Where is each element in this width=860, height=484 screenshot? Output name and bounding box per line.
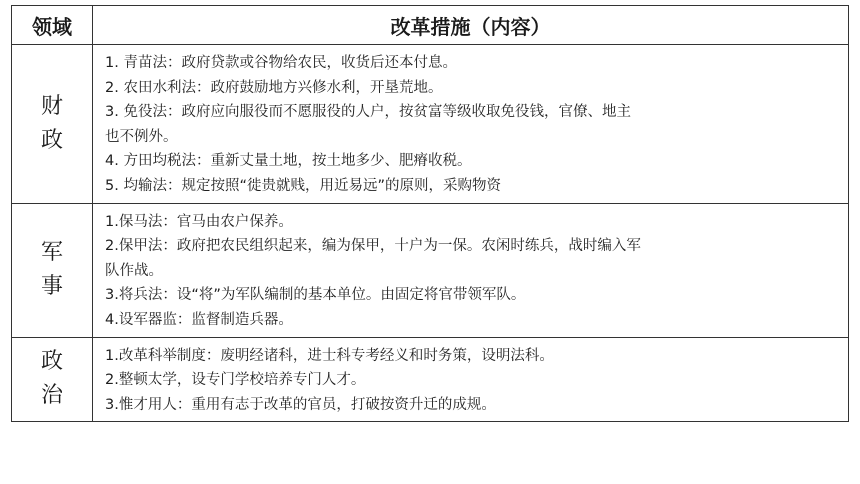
content-cell	[93, 337, 849, 422]
content-cell	[93, 203, 849, 337]
list-item: 1.改革科举制度：废明经诸科，进士科专考经义和时务策，设明法科。	[105, 347, 554, 364]
list-item: 3.惟才用人：重用有志于改革的官员，打破按资升迁的成规。	[105, 396, 496, 413]
table-row	[12, 45, 849, 204]
field-char: 财	[40, 93, 63, 119]
field-cell	[12, 45, 93, 204]
header-row	[12, 6, 849, 45]
field-cell	[12, 337, 93, 422]
field-char: 政	[40, 349, 63, 375]
list-item: 3. 免役法：政府应向服役而不愿服役的人户，按贫富等级收取免役钱，官僚、地主	[105, 104, 631, 121]
table-row	[12, 203, 849, 337]
reform-table	[11, 5, 849, 422]
list-item: 也不例外。	[105, 128, 178, 145]
field-cell	[12, 203, 93, 337]
header-content: 改革措施（内容）	[93, 6, 849, 45]
list-item: 1. 青苗法：政府贷款或谷物给农民，收货后还本付息。	[105, 55, 457, 71]
list-item: 2. 农田水利法：政府鼓励地方兴修水利，开垦荒地。	[105, 79, 443, 96]
list-item: 3.将兵法：设“将”为军队编制的基本单位。由固定将官带领军队。	[105, 287, 526, 304]
field-char: 事	[40, 274, 63, 300]
list-item: 5. 均输法：规定按照“徙贵就贱，用近易远”的原则，采购物资	[105, 177, 501, 194]
table-row	[12, 337, 849, 422]
list-item: 1.保马法：官马由农户保养。	[105, 213, 293, 230]
field-char: 军	[40, 240, 63, 266]
content-cell	[93, 45, 849, 204]
list-item: 2.整顿太学，设专门学校培养专门人才。	[105, 372, 366, 389]
list-item: 队作战。	[105, 262, 163, 279]
list-item: 4.设军器监：监督制造兵器。	[105, 311, 293, 328]
field-char: 治	[40, 383, 63, 409]
list-item: 2.保甲法：政府把农民组织起来，编为保甲，十户为一保。农闲时练兵，战时编入军	[105, 238, 641, 255]
header-field: 领域	[12, 6, 93, 45]
list-item: 4. 方田均税法：重新丈量土地，按土地多少、肥瘠收税。	[105, 153, 472, 170]
field-char: 政	[40, 127, 63, 153]
